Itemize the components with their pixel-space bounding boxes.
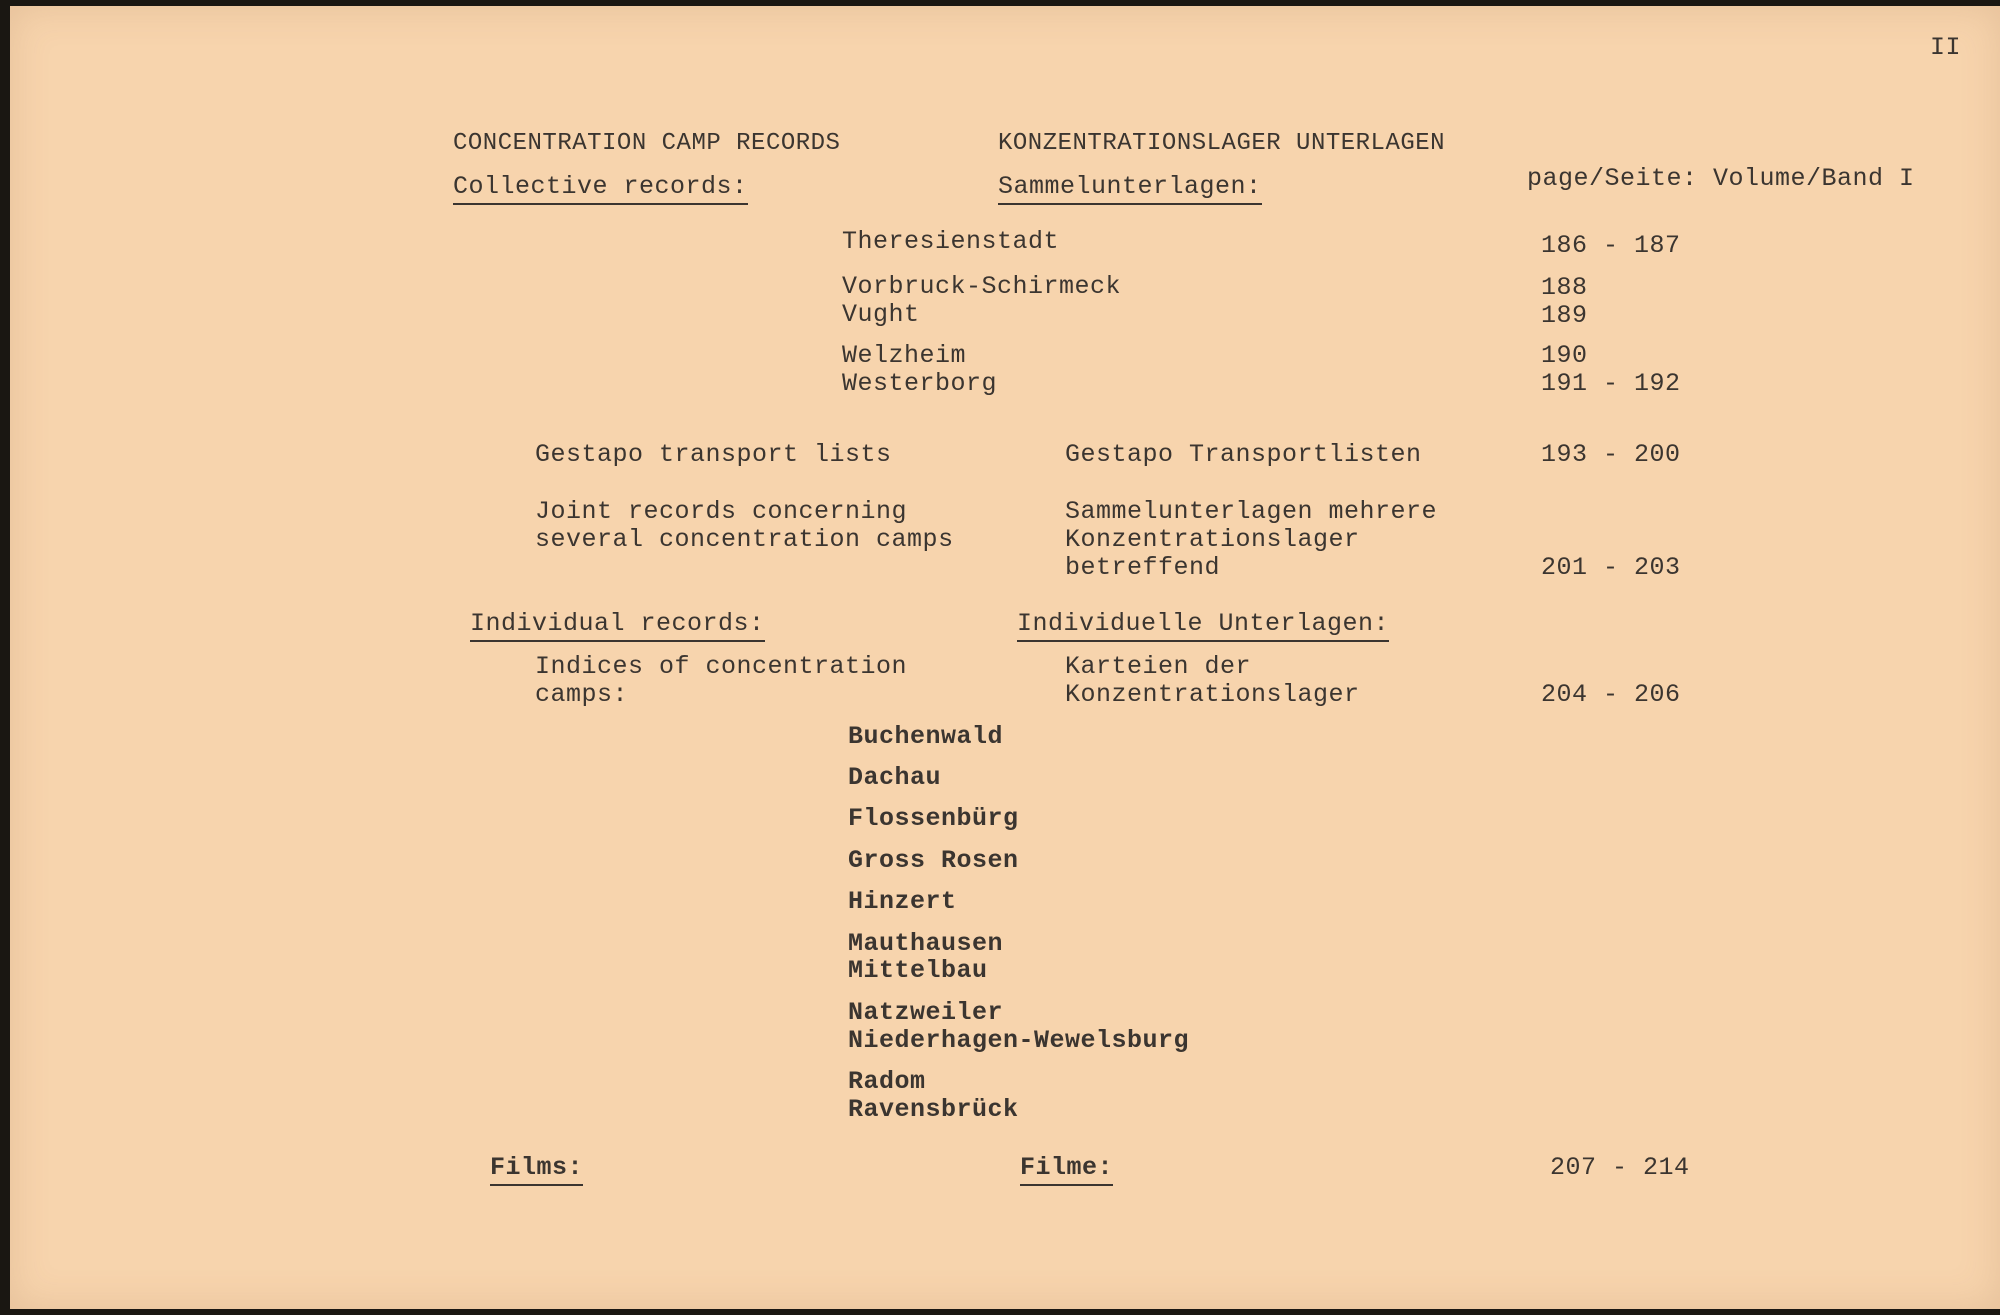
collective-heading-english: Collective records:: [453, 173, 748, 205]
camp-pages: 188: [1541, 273, 1588, 302]
camp-pages: 191 - 192: [1541, 369, 1681, 398]
indices-german-line: Konzentrationslager: [1065, 680, 1360, 709]
collective-heading-german: Sammelunterlagen:: [998, 173, 1262, 205]
camp-name: Vught: [842, 300, 920, 329]
camp-name: Vorbruck-Schirmeck: [842, 272, 1122, 301]
joint-pages: 201 - 203: [1541, 553, 1681, 582]
page-number: II: [1930, 33, 1962, 62]
camp-name: Mittelbau: [848, 956, 988, 985]
camp-name: Buchenwald: [848, 722, 1004, 751]
camp-pages: 190: [1541, 341, 1588, 370]
individual-heading-english: Individual records:: [470, 610, 765, 642]
camp-name: Radom: [848, 1067, 926, 1096]
camp-name: Ravensbrück: [848, 1095, 1019, 1124]
indices-german-line: Karteien der: [1065, 652, 1252, 681]
camp-name: Natzweiler: [848, 998, 1004, 1027]
page-volume-label: page/Seite: Volume/Band I: [1527, 164, 1915, 193]
camp-name: Niederhagen-Wewelsburg: [848, 1026, 1190, 1055]
camp-name: Mauthausen: [848, 929, 1004, 958]
gestapo-english: Gestapo transport lists: [535, 440, 892, 469]
indices-pages: 204 - 206: [1541, 680, 1681, 709]
joint-english-line: Joint records concerning: [535, 497, 908, 526]
joint-german-line: Sammelunterlagen mehrere: [1065, 497, 1438, 526]
films-german: Filme:: [1020, 1154, 1113, 1186]
camp-name: Hinzert: [848, 887, 957, 916]
joint-german-line: Konzentrationslager: [1065, 525, 1360, 554]
camp-name: Flossenbürg: [848, 804, 1019, 833]
title-english: CONCENTRATION CAMP RECORDS: [453, 130, 841, 157]
camp-name: Welzheim: [842, 341, 967, 370]
films-pages: 207 - 214: [1550, 1153, 1690, 1182]
indices-english-line: Indices of concentration: [535, 652, 908, 681]
gestapo-pages: 193 - 200: [1541, 440, 1681, 469]
title-german: KONZENTRATIONSLAGER UNTERLAGEN: [998, 130, 1446, 157]
camp-pages: 189: [1541, 301, 1588, 330]
gestapo-german: Gestapo Transportlisten: [1065, 440, 1422, 469]
camp-name: Dachau: [848, 763, 942, 792]
individual-heading-german: Individuelle Unterlagen:: [1017, 610, 1389, 642]
document-page: [10, 6, 2000, 1309]
indices-english-line: camps:: [535, 680, 629, 709]
camp-name: Westerborg: [842, 369, 998, 398]
camp-pages: 186 - 187: [1541, 231, 1681, 260]
camp-name: Gross Rosen: [848, 846, 1019, 875]
films-english: Films:: [490, 1154, 583, 1186]
joint-german-line: betreffend: [1065, 553, 1221, 582]
joint-english-line: several concentration camps: [535, 525, 954, 554]
camp-name: Theresienstadt: [842, 227, 1060, 256]
